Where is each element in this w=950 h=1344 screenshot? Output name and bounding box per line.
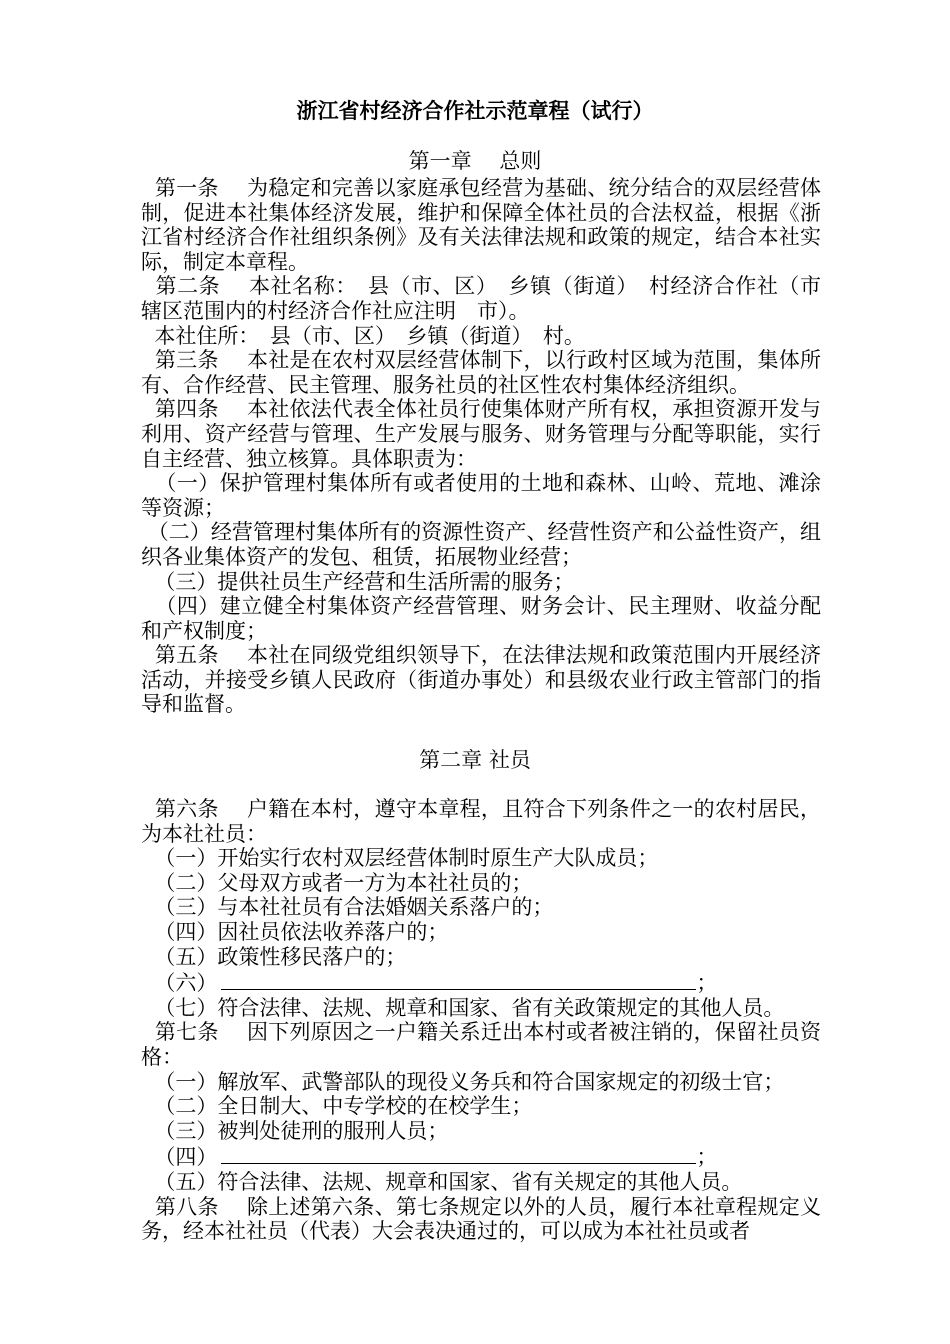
article-6-item-2: （二）父母双方或者一方为本社社员的；: [141, 870, 533, 895]
article-4-item-2: （二）经营管理村集体所有的资源性资产、经营性资产和公益性资产，组织各业集体资产的发包、租赁，拓展物业经营；: [141, 520, 821, 569]
article-6-item-6: [141, 969, 821, 996]
chapter-2-heading: 第二章 社员: [419, 748, 531, 772]
article-7-item-2: （二）全日制大、中专学校的在校学生；: [141, 1094, 533, 1119]
article-7-item-4-label: （四）: [141, 1145, 218, 1170]
article-7-item-3: （三）被判处徒刑的服刑人员；: [141, 1118, 449, 1143]
document-title: 浙江省村经济合作社示范章程（试行）: [296, 98, 654, 123]
article-4-item-1: （一）保护管理村集体所有或者使用的土地和森林、山岭、荒地、滩涂等资源；: [141, 471, 821, 520]
article-7-item-5: （五）符合法律、法规、规章和国家、省有关规定的其他人员。: [141, 1169, 743, 1194]
fill-in-blank-line: [221, 969, 696, 990]
article-6-item-1: （一）开始实行农村双层经营体制时原生产大队成员；: [141, 846, 659, 871]
fill-in-blank-line: [221, 1143, 696, 1164]
article-6-item-6-label: （六）: [141, 971, 218, 996]
article-6-item-4: （四）因社员依法收养落户的；: [141, 919, 449, 944]
article-5: 第五条 本社在同级党组织领导下，在法律法规和政策范围内开展经济活动，并接受乡镇人民政府（街道办事处）和县级农业行政主管部门的指导和监督。: [141, 643, 821, 717]
article-6: 第六条 户籍在本村，遵守本章程，且符合下列条件之一的农村居民，为本社社员：: [141, 797, 821, 846]
chapter-1-body: [141, 176, 821, 717]
article-8: 第八条 除上述第六条、第七条规定以外的人员，履行本社章程规定义务，经本社社员（代表）大会表决通过的，可以成为本社社员或者: [141, 1194, 821, 1244]
article-7-item-4: [141, 1143, 821, 1170]
article-4-item-3: （三）提供社员生产经营和生活所需的服务；: [141, 569, 575, 594]
article-2: 第二条 本社名称： 县（市、区） 乡镇（街道） 村经济合作社（市辖区范围内的村经济合作社应注明 市）。: [141, 274, 821, 323]
blank-end-mark: ；: [696, 971, 718, 996]
article-4-item-4: （四）建立健全村集体资产经营管理、财务会计、民主理财、收益分配和产权制度；: [141, 594, 821, 643]
article-7: 第七条 因下列原因之一户籍关系迁出本村或者被注销的，保留社员资格：: [141, 1020, 821, 1069]
article-6-item-5: （五）政策性移民落户的；: [141, 944, 407, 969]
blank-end-mark: ；: [696, 1145, 718, 1170]
chapter-2-body: [141, 797, 821, 1244]
article-6-item-7: （七）符合法律、法规、规章和国家、省有关政策规定的其他人员。: [141, 995, 785, 1020]
article-4: 第四条 本社依法代表全体社员行使集体财产所有权，承担资源开发与利用、资产经营与管理、生产发展与服务、财务管理与分配等职能，实行自主经营、独立核算。具体职责为：: [141, 397, 821, 471]
article-7-item-1: （一）解放军、武警部队的现役义务兵和符合国家规定的初级士官；: [141, 1069, 785, 1094]
article-6-item-3: （三）与本社社员有合法婚姻关系落户的；: [141, 895, 554, 920]
article-3: 第三条 本社是在农村双层经营体制下，以行政村区域为范围，集体所有、合作经营、民主管理、服务社员的社区性农村集体经济组织。: [141, 348, 821, 397]
article-1: 第一条 为稳定和完善以家庭承包经营为基础、统分结合的双层经营体制，促进本社集体经济发展，维护和保障全体社员的合法权益，根据《浙江省村经济合作社组织条例》及有关法律法规和政策的规定，结合本社实际，制定本章程。: [141, 176, 821, 274]
chapter-1-heading: 第一章 总则: [408, 149, 542, 173]
address-line: 本社住所： 县（市、区） 乡镇（街道） 村。: [141, 323, 585, 348]
